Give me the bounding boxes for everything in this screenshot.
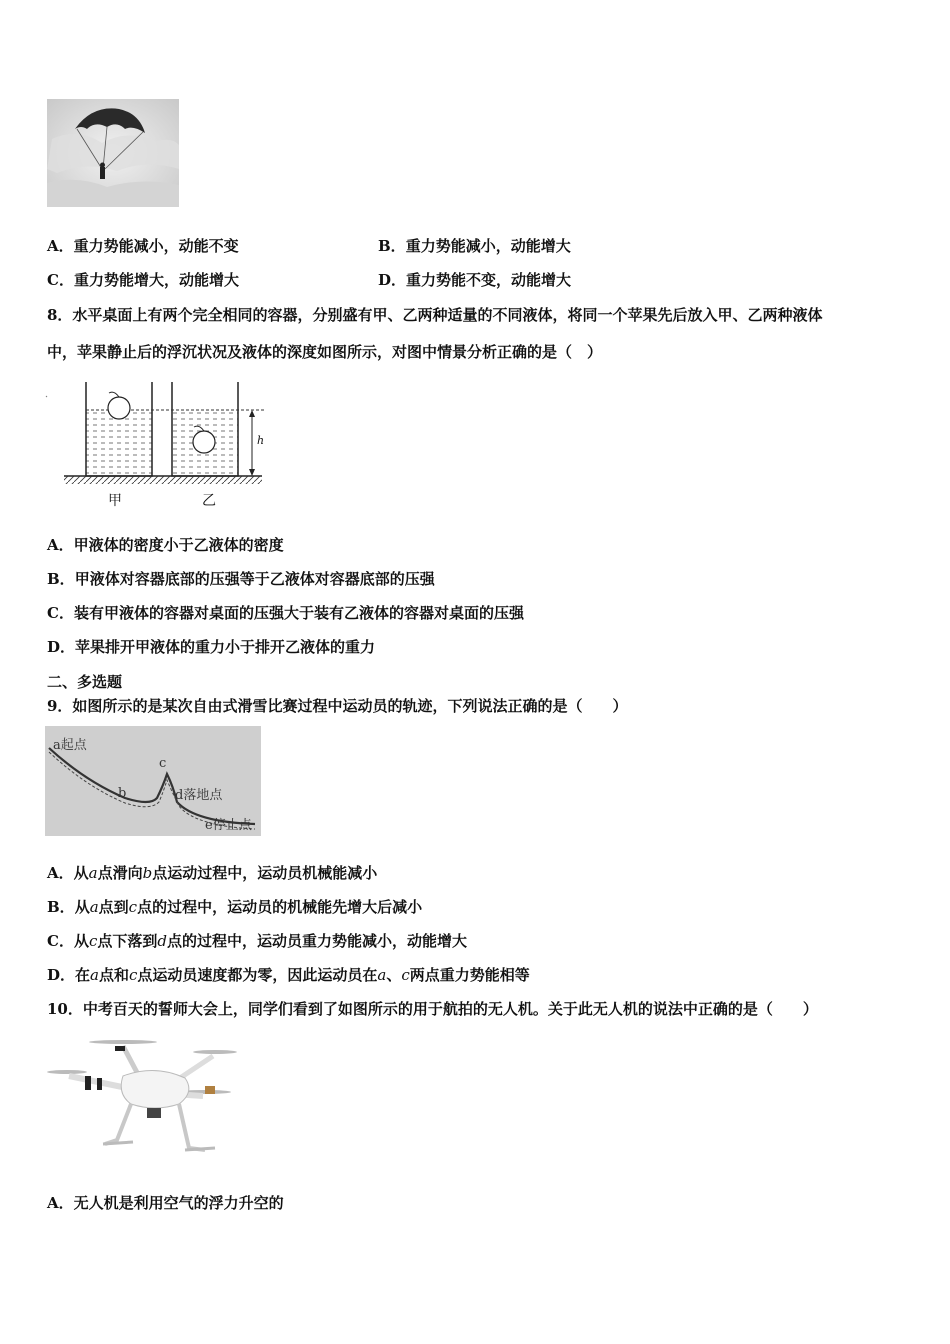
point-c-label: c — [159, 756, 167, 771]
point-d-label: d落地点 — [175, 788, 223, 803]
q7-option-c: C．重力势能增大，动能增大 — [47, 271, 239, 289]
q7-option-a: A．重力势能减小，动能不变 — [47, 237, 239, 255]
containers-figure — [44, 380, 274, 510]
section-title: 二、多选题 — [47, 673, 123, 691]
q10-stem: 10．中考百天的誓师大会上，同学们看到了如图所示的用于航拍的无人机。关于此无人机的说法中正确的是（ ） — [47, 1000, 818, 1018]
point-a-label: a起点 — [53, 738, 87, 753]
q9-option-d: D．在a点和c点运动员速度都为零，因此运动员在a、c两点重力势能相等 — [47, 966, 530, 984]
q8-stem-line1: 8．水平桌面上有两个完全相同的容器，分别盛有甲、乙两种适量的不同液体，将同一个苹果先后放入甲、乙两种液体 — [47, 306, 823, 324]
q9-stem: 9．如图所示的是某次自由式滑雪比赛过程中运动员的轨迹，下列说法正确的是（ ） — [47, 697, 628, 715]
q10-option-a: A．无人机是利用空气的浮力升空的 — [47, 1194, 284, 1212]
depth-label: h — [257, 434, 265, 447]
q8-stem-line2: 中，苹果静止后的浮沉状况及液体的深度如图所示，对图中情景分析正确的是（ ） — [47, 343, 603, 361]
container-label-jia: 甲 — [108, 493, 122, 509]
q7-option-b: B．重力势能减小，动能增大 — [378, 237, 571, 255]
drone-photo — [45, 1032, 240, 1156]
q8-option-c: C．装有甲液体的容器对桌面的压强大于装有乙液体的容器对桌面的压强 — [47, 604, 524, 622]
q9-option-b: B．从a点到c点的过程中，运动员的机械能先增大后减小 — [47, 898, 423, 916]
point-e-label: e停止点 — [205, 818, 252, 833]
container-label-yi: 乙 — [202, 493, 216, 509]
q9-option-a: A．从a点滑向b点运动过程中，运动员机械能减小 — [47, 864, 378, 882]
q8-option-d: D．苹果排开甲液体的重力小于排开乙液体的重力 — [47, 638, 376, 656]
ski-trajectory-photo — [45, 726, 261, 836]
q7-option-d: D．重力势能不变，动能增大 — [378, 271, 572, 289]
q9-option-c: C．从c点下落到d点的过程中，运动员重力势能减小，动能增大 — [47, 932, 468, 950]
parachute-photo — [47, 99, 179, 207]
q8-option-b: B．甲液体对容器底部的压强等于乙液体对容器底部的压强 — [47, 570, 435, 588]
q8-option-a: A．甲液体的密度小于乙液体的密度 — [47, 536, 284, 554]
point-b-label: b — [118, 786, 127, 801]
